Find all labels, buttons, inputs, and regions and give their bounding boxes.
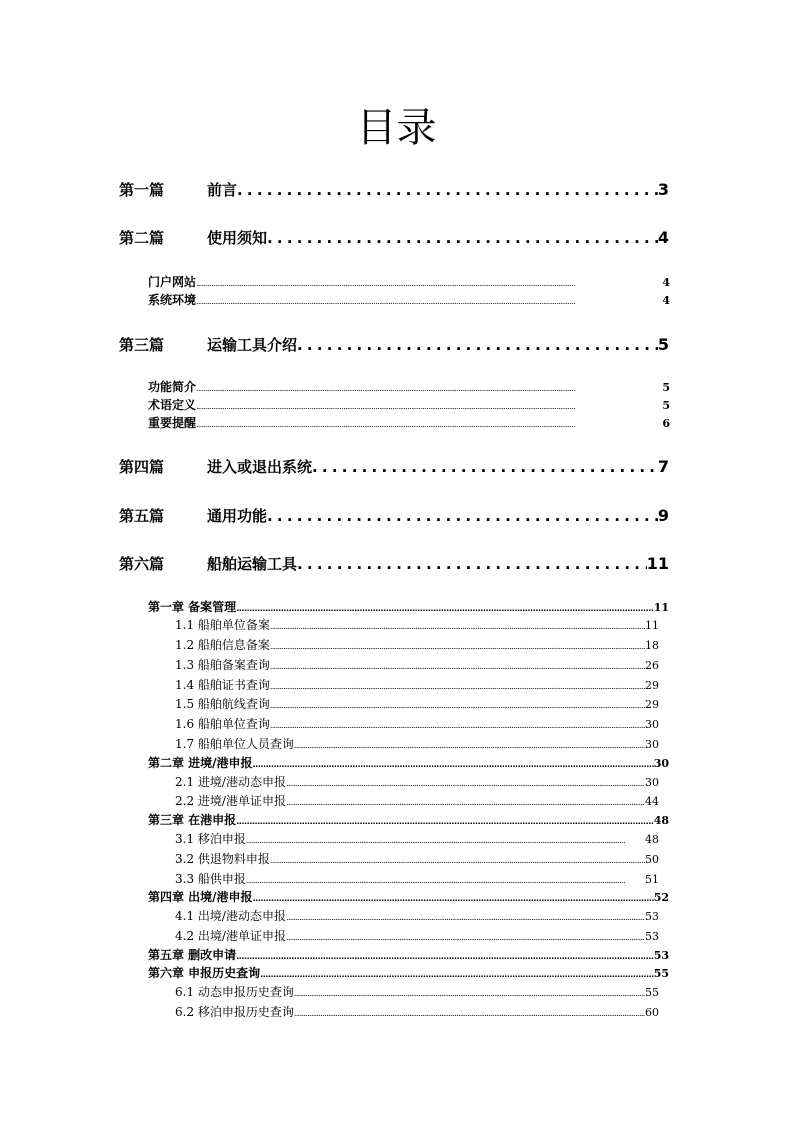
dot-leader: [260, 964, 654, 984]
page-number: 4: [662, 294, 670, 307]
toc-item-environment[interactable]: [148, 291, 670, 309]
dot-leader: [270, 616, 645, 636]
page-number: 60: [645, 1006, 659, 1019]
item-name: 功能简介: [148, 380, 197, 394]
page-number: 53: [653, 949, 669, 962]
chapter-name: 第一章 备案管理: [148, 600, 237, 614]
toc-section-3-1[interactable]: [175, 830, 659, 848]
item-name: 术语定义: [148, 398, 197, 412]
page-title: 目录: [356, 105, 437, 151]
dot-leader: [246, 830, 645, 850]
toc-part-5[interactable]: [119, 505, 669, 527]
toc-chapter-5[interactable]: [148, 946, 669, 964]
dot-leader: [286, 927, 645, 947]
toc-chapter-4[interactable]: [148, 888, 669, 906]
toc-section-2-1[interactable]: [175, 773, 659, 791]
section-name: 1.3 船舶备案查询: [175, 658, 270, 672]
page-number: 11: [645, 619, 659, 632]
page-number: 30: [645, 718, 659, 731]
page-number: 53: [645, 910, 659, 923]
section-name: 6.2 移泊申报历史查询: [175, 1005, 294, 1019]
dot-leader: [253, 754, 654, 774]
toc-part-3[interactable]: [119, 334, 669, 356]
page-number: 48: [645, 833, 659, 846]
page-number: 53: [645, 930, 659, 943]
dot-leader: [286, 773, 645, 793]
chapter-name: 第四章 出境/港申报: [148, 890, 253, 904]
section-name: 2.1 进境/港动态申报: [175, 775, 286, 789]
chapter-name: 第二章 进境/港申报: [148, 756, 253, 770]
page-number: 5: [662, 381, 670, 394]
section-name: 1.6 船舶单位查询: [175, 717, 270, 731]
page-number: 5: [657, 335, 669, 354]
page-number: 50: [645, 853, 659, 866]
page-number: 55: [653, 967, 669, 980]
part-name: 运输工具介绍: [207, 336, 298, 354]
toc-section-2-2[interactable]: [175, 792, 659, 810]
item-name: 系统环境: [148, 293, 197, 307]
page-number: 3: [657, 180, 669, 199]
toc-section-1-2[interactable]: [175, 636, 659, 654]
dot-leader: [294, 1003, 645, 1023]
dot-leader: [196, 378, 662, 398]
dot-leader: [270, 636, 645, 656]
part-label: 第四篇: [119, 458, 165, 476]
page-number: 6: [662, 417, 670, 430]
dot-leader: [253, 888, 654, 908]
page-number: 7: [657, 457, 669, 476]
toc-section-1-3[interactable]: [175, 656, 659, 674]
toc-chapter-1[interactable]: [148, 598, 669, 616]
page-number: 4: [662, 276, 670, 289]
dot-leader: [236, 598, 654, 618]
section-name: 1.1 船舶单位备案: [175, 618, 270, 632]
page-number: 55: [645, 986, 659, 999]
dot-leader: [294, 735, 645, 755]
section-name: 4.2 出境/港单证申报: [175, 929, 286, 943]
dot-leader: [270, 715, 645, 735]
page-number: 5: [662, 399, 670, 412]
section-name: 3.2 供退物料申报: [175, 852, 270, 866]
page-number: 51: [645, 873, 659, 886]
page-number: 29: [645, 679, 659, 692]
part-label: 第一篇: [119, 181, 165, 199]
toc-chapter-6[interactable]: [148, 964, 669, 982]
toc-section-3-3[interactable]: [175, 870, 659, 888]
toc-section-1-4[interactable]: [175, 676, 659, 694]
page-number: 18: [645, 639, 659, 652]
page-number: 30: [645, 776, 659, 789]
page-number: 48: [653, 814, 669, 827]
toc-part-1[interactable]: [119, 179, 669, 201]
dot-leader: [270, 676, 645, 696]
section-name: 1.5 船舶航线查询: [175, 697, 270, 711]
part-label: 第五篇: [119, 507, 165, 525]
page-number: 30: [645, 738, 659, 751]
toc-chapter-2[interactable]: [148, 754, 669, 772]
section-name: 1.7 船舶单位人员查询: [175, 737, 294, 751]
toc-part-2[interactable]: [119, 227, 669, 249]
dot-leader: [196, 414, 662, 434]
part-name: 前言: [207, 181, 238, 199]
part-name: 船舶运输工具: [207, 555, 298, 573]
part-label: 第二篇: [119, 229, 165, 247]
page-number: 26: [645, 659, 659, 672]
section-name: 4.1 出境/港动态申报: [175, 909, 286, 923]
dot-leader: [246, 870, 645, 890]
dot-leader: [267, 505, 658, 527]
toc-section-1-6[interactable]: [175, 715, 659, 733]
part-label: 第六篇: [119, 555, 165, 573]
toc-chapter-3[interactable]: [148, 811, 669, 829]
toc-section-3-2[interactable]: [175, 850, 659, 868]
section-name: 2.2 进境/港单证申报: [175, 794, 286, 808]
dot-leader: [196, 291, 662, 311]
page-number: 29: [645, 698, 659, 711]
toc-part-6[interactable]: [119, 553, 669, 575]
page-number: 9: [657, 506, 669, 525]
dot-leader: [236, 811, 654, 831]
toc-item-terms[interactable]: [148, 396, 670, 414]
chapter-name: 第六章 申报历史查询: [148, 966, 261, 980]
dot-leader: [270, 656, 645, 676]
page-number: 30: [653, 757, 669, 770]
section-name: 1.2 船舶信息备案: [175, 638, 270, 652]
dot-leader: [297, 553, 647, 575]
dot-leader: [270, 695, 645, 715]
item-name: 门户网站: [148, 275, 197, 289]
dot-leader: [286, 907, 645, 927]
section-name: 6.1 动态申报历史查询: [175, 985, 294, 999]
dot-leader: [270, 850, 645, 870]
chapter-name: 第五章 删改申请: [148, 948, 237, 962]
toc-section-1-7[interactable]: [175, 735, 659, 753]
page-number: 11: [646, 554, 669, 573]
section-name: 1.4 船舶证书查询: [175, 678, 270, 692]
page-number: 11: [653, 601, 669, 614]
dot-leader: [297, 334, 658, 356]
dot-leader: [237, 179, 658, 201]
dot-leader: [294, 983, 645, 1003]
chapter-name: 第三章 在港申报: [148, 813, 237, 827]
toc-section-1-5[interactable]: [175, 695, 659, 713]
part-label: 第三篇: [119, 336, 165, 354]
toc-part-4[interactable]: [119, 456, 669, 478]
dot-leader: [236, 946, 654, 966]
page-number: 52: [653, 891, 669, 904]
part-name: 进入或退出系统: [207, 458, 313, 476]
toc-item-function-intro[interactable]: [148, 378, 670, 396]
toc-section-4-1[interactable]: [175, 907, 659, 925]
toc-section-4-2[interactable]: [175, 927, 659, 945]
dot-leader: [286, 792, 645, 812]
dot-leader: [196, 396, 662, 416]
toc-section-6-2[interactable]: [175, 1003, 659, 1021]
part-name: 通用功能: [207, 507, 268, 525]
dot-leader: [196, 273, 662, 293]
page-number: 44: [645, 795, 659, 808]
dot-leader: [312, 456, 658, 478]
dot-leader: [267, 227, 658, 249]
section-name: 3.1 移泊申报: [175, 832, 246, 846]
toc-item-reminder[interactable]: [148, 414, 670, 432]
item-name: 重要提醒: [148, 416, 197, 430]
toc-section-1-1[interactable]: [175, 616, 659, 634]
page-number: 4: [657, 228, 669, 247]
part-name: 使用须知: [207, 229, 268, 247]
toc-item-portal[interactable]: [148, 273, 670, 291]
section-name: 3.3 船供申报: [175, 872, 246, 886]
toc-section-6-1[interactable]: [175, 983, 659, 1001]
